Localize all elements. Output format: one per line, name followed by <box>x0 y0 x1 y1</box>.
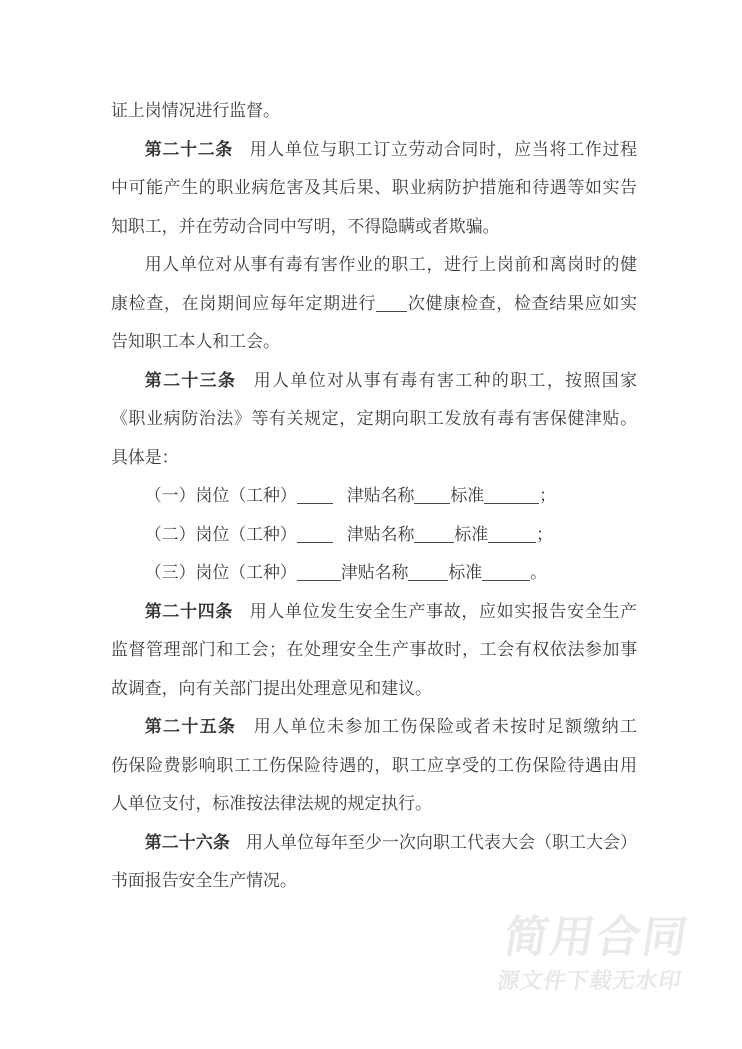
text-segment: 用人单位与职工订立劳动合同时，应当将工作过程 <box>248 139 637 159</box>
blank-fill-in-field <box>484 486 539 504</box>
article-number: 第二十四条 <box>144 601 233 621</box>
document-line <box>111 208 637 247</box>
document-line <box>111 285 637 324</box>
document-line <box>111 439 637 478</box>
document-line <box>111 593 637 632</box>
document-line <box>111 92 637 131</box>
article-number: 第二十五条 <box>144 717 237 736</box>
document-line <box>111 400 637 439</box>
spacing-gap <box>333 539 347 540</box>
article-number: 第二十三条 <box>144 370 237 390</box>
text-segment: 用人单位未参加工伤保险或者未按时足额缴纳工 <box>252 717 637 736</box>
text-segment: 。 <box>530 563 548 582</box>
document-line <box>111 824 637 863</box>
text-segment: 标准 <box>450 486 485 505</box>
document-line <box>111 169 637 208</box>
watermark-title: 简用合同 <box>500 913 693 962</box>
document-line <box>111 708 637 747</box>
document-body <box>111 92 637 901</box>
text-segment: 标准 <box>448 563 483 582</box>
text-segment: ； <box>539 486 557 505</box>
blank-fill-in-field <box>408 563 448 581</box>
document-line <box>111 246 637 285</box>
blank-fill-in-field <box>414 486 450 504</box>
document-line <box>111 362 637 401</box>
document-line <box>111 747 637 786</box>
text-segment: 证上岗情况进行监督。 <box>111 101 280 120</box>
spacing-gap <box>230 847 246 848</box>
document-line <box>111 631 637 670</box>
document-line <box>111 670 637 709</box>
text-segment: 监督管理部门和工会；在处理安全生产事故时，工会有权依法参加事 <box>111 640 637 659</box>
document-line <box>111 323 637 362</box>
text-segment: 用人单位发生安全生产事故，应如实报告安全生产 <box>248 601 637 621</box>
text-segment: 故调查，向有关部门提出处理意见和建议。 <box>111 678 432 698</box>
blank-fill-in-field <box>297 525 333 543</box>
text-segment: 津贴名称 <box>346 486 415 505</box>
text-segment: 知职工，并在劳动合同中写明，不得隐瞒或者欺骗。 <box>111 216 500 236</box>
document-line <box>111 477 637 516</box>
watermark <box>495 912 692 995</box>
text-segment: 津贴名称 <box>340 563 409 582</box>
document-line <box>111 554 637 593</box>
blank-fill-in-field <box>482 563 530 581</box>
text-segment: 用人单位对从事有毒有害工种的职工，按照国家 <box>252 370 637 390</box>
article-number: 第二十六条 <box>144 832 230 852</box>
text-segment: 告知职工本人和工会。 <box>111 332 280 351</box>
text-segment: 津贴名称 <box>346 524 415 544</box>
article-number: 第二十二条 <box>144 139 233 159</box>
blank-fill-in-field <box>414 525 454 543</box>
text-segment: 次健康检查，检查结果应如实 <box>407 293 638 313</box>
document-line <box>111 862 637 901</box>
text-segment: 用人单位对从事有毒有害作业的职工，进行上岗前和离岗时的健 <box>144 255 637 274</box>
text-segment: 《职业病防治法》等有关规定，定期向职工发放有毒有害保健津贴。 <box>111 409 637 428</box>
blank-fill-in-field <box>297 486 333 504</box>
spacing-gap <box>333 500 347 501</box>
blank-fill-in-field <box>376 294 407 312</box>
watermark-subtitle: 源文件下载无水印 <box>495 968 684 993</box>
spacing-gap <box>236 731 252 732</box>
text-segment: （二）岗位（工种） <box>144 524 297 544</box>
spacing-gap <box>233 154 249 155</box>
document-line <box>111 785 637 824</box>
blank-fill-in-field <box>297 563 341 581</box>
spacing-gap <box>236 385 252 386</box>
text-segment: 书面报告安全生产情况。 <box>111 871 297 890</box>
text-segment: 具体是： <box>111 447 179 467</box>
text-segment: 标准 <box>454 524 489 544</box>
text-segment: 人单位支付，标准按法律法规的规定执行。 <box>111 794 432 813</box>
text-segment: 康检查，在岗期间应每年定期进行 <box>111 293 377 313</box>
document-line <box>111 131 637 170</box>
text-segment: 伤保险费影响职工工伤保险待遇的，职工应享受的工伤保险待遇由用 <box>111 755 637 775</box>
text-segment: ； <box>536 524 554 544</box>
blank-fill-in-field <box>488 525 536 543</box>
spacing-gap <box>233 616 249 617</box>
document-line <box>111 516 637 555</box>
text-segment: 用人单位每年至少一次向职工代表大会（职工大会） <box>245 832 638 852</box>
text-segment: （三）岗位（工种） <box>144 563 297 582</box>
text-segment: （一）岗位（工种） <box>144 486 297 505</box>
text-segment: 中可能产生的职业病危害及其后果、职业病防护措施和待遇等如实告 <box>111 178 637 197</box>
